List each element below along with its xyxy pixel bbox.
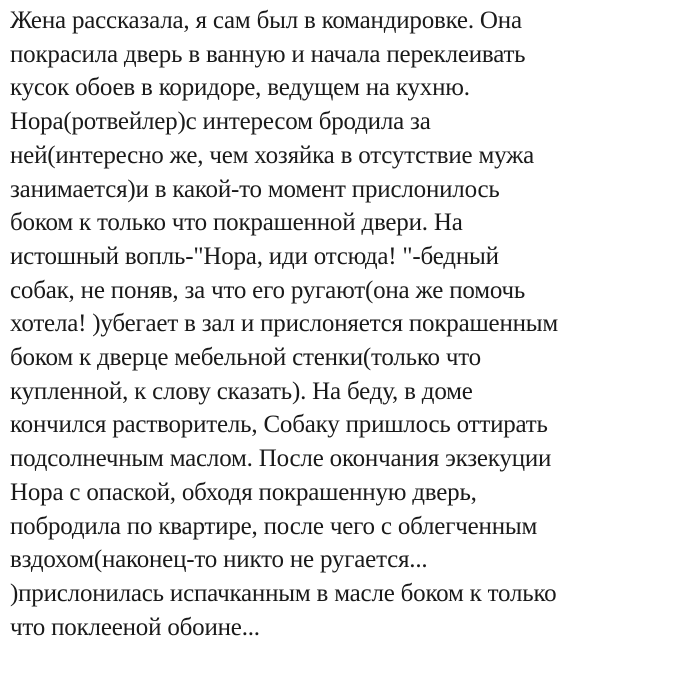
- text-line-7: боком к только что покрашенной двери. На: [10, 209, 463, 237]
- text-line-18: )прислонилась испачканным в масле боком к только: [10, 579, 557, 607]
- text-line-5: ней(интересно же, чем хозяйка в отсутствие мужа: [10, 141, 535, 169]
- text-line-4: Нора(ротвейлер)с интересом бродила за: [10, 108, 431, 136]
- text-line-14: подсолнечным маслом. После окончания экзекуции: [10, 445, 552, 473]
- text-line-6: занимается)и в какой-то момент прислонилось: [10, 175, 500, 203]
- text-line-19: что поклееной обоине...: [10, 613, 260, 641]
- text-line-2: покрасила дверь в ванную и начала переклеивать: [10, 40, 526, 68]
- text-line-1: Жена рассказала, я сам был в командировке. Она: [10, 7, 522, 34]
- text-line-13: кончился растворитель, Собаку пришлось оттирать: [10, 411, 548, 439]
- story-text: [10, 4, 698, 644]
- text-line-3: кусок обоев в коридоре, ведущем на кухню.: [10, 74, 470, 102]
- text-line-16: побродила по квартире, после чего с облегченным: [10, 512, 538, 540]
- text-line-8: истошный вопль-"Нора, иди отсюда! "-бедный: [10, 242, 499, 270]
- text-line-15: Нора с опаской, обходя покрашенную дверь,: [10, 478, 477, 506]
- text-line-11: боком к дверце мебельной стенки(только что: [10, 344, 481, 372]
- text-line-9: собак, не поняв, за что его ругают(она же помочь: [10, 276, 526, 304]
- text-line-12: купленной, к слову сказать). На беду, в доме: [10, 377, 473, 405]
- text-line-10: хотела! )убегает в зал и прислоняется покрашенным: [10, 310, 559, 338]
- text-line-17: вздохом(наконец-то никто не ругается...: [10, 546, 428, 574]
